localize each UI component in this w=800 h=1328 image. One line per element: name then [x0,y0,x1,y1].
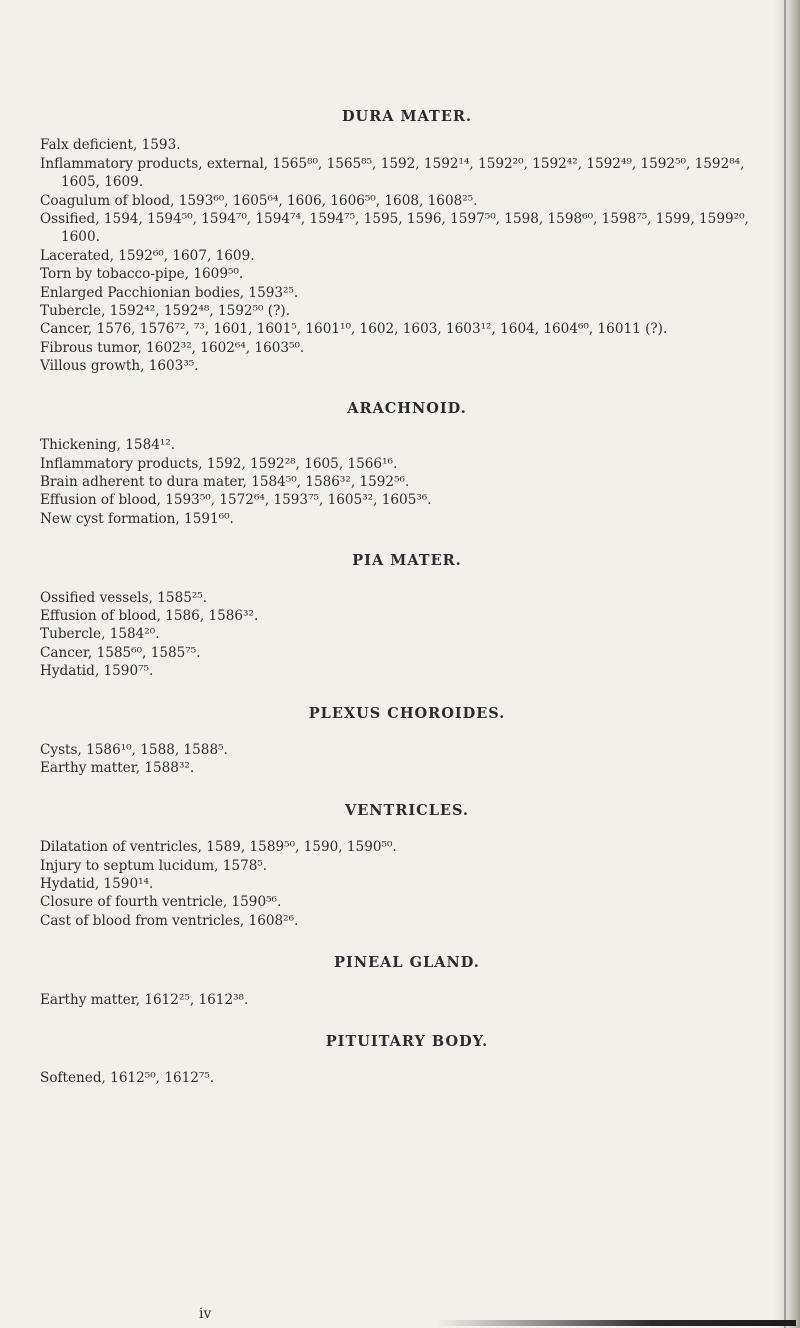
section-heading: PITUITARY BODY. [325,1033,489,1051]
page-edge-shadow [774,0,800,1328]
section-heading: PLEXUS CHOROIDES. [308,704,506,722]
index-entry: Brain adherent to dura mater, 1584⁵⁰, 1586³², 1592⁵⁶. [40,473,410,490]
index-entry: Tubercle, 1584²⁰. [40,626,160,643]
index-entry: Effusion of blood, 1586, 1586³². [40,607,259,624]
index-entry: Ossified, 1594, 1594⁵⁰, 1594⁷⁰, 1594⁷⁴, 1594⁷⁵, 1595, 1596, 1597⁵⁰, 1598, 1598⁶⁰, 1598⁷⁵, 1599, 1599²⁰, 1600. [40,211,749,246]
index-entry: Fibrous tumor, 1602³², 1602⁶⁴, 1603⁵⁰. [40,339,305,356]
index-entry: Hydatid, 1590⁷⁵. [40,663,154,680]
index-entry: Cancer, 1585⁶⁰, 1585⁷⁵. [40,644,201,661]
section-arachnoid [40,400,764,528]
index-entry: Falx deficient, 1593. [40,137,181,154]
index-entry: Dilatation of ventricles, 1589, 1589⁵⁰, 1590, 1590⁵⁰. [40,839,397,856]
index-entry: Cancer, 1576, 1576⁷², ⁷³, 1601, 1601⁵, 1601¹⁰, 1602, 1603, 1603¹², 1604, 1604⁶⁰, 16011 (?). [40,321,668,338]
section-heading: VENTRICLES. [345,801,469,819]
index-entry: Earthy matter, 1612²⁵, 1612³⁸. [40,991,249,1008]
index-entry: Villous growth, 1603³⁵. [40,358,199,375]
section-dura-mater [40,108,764,376]
page-number: iv [199,1306,212,1322]
section-plexus-choroides [40,705,764,778]
index-entry: Effusion of blood, 1593⁵⁰, 1572⁶⁴, 1593⁷⁵, 1605³², 1605³⁶. [40,492,432,509]
index-entry: Inflammatory products, 1592, 1592²⁸, 1605, 1566¹⁶. [40,455,398,472]
index-entry: Torn by tobacco-pipe, 1609⁵⁰. [40,266,244,283]
index-entry: Tubercle, 1592⁴², 1592⁴⁸, 1592⁵⁰ (?). [40,303,291,320]
section-pineal-gland [40,954,764,1009]
section-pituitary-body [40,1033,764,1088]
index-entry: Ossified vessels, 1585²⁵. [40,589,208,606]
index-entry: Cast of blood from ventricles, 1608²⁶. [40,912,299,929]
section-heading: DURA MATER. [341,108,473,125]
index-entry: Injury to septum lucidum, 1578⁵. [40,857,268,874]
index-entry: Cysts, 1586¹⁰, 1588, 1588⁵. [40,741,228,758]
index-entry: Coagulum of blood, 1593⁶⁰, 1605⁶⁴, 1606, 1606⁵⁰, 1608, 1608²⁵. [40,192,478,209]
index-entry: Inflammatory products, external, 1565⁸⁰, 1565⁸⁵, 1592, 1592¹⁴, 1592²⁰, 1592⁴², 1592⁴⁹, 1592⁵⁰, 1592⁸⁴, 1605, 1609. [40,155,745,191]
page-edge-line [784,0,786,1328]
index-entry: Hydatid, 1590¹⁴. [40,876,154,892]
index-content [40,108,764,1088]
index-entry: Enlarged Pacchionian bodies, 1593²⁵. [40,284,299,301]
index-entry: Earthy matter, 1588³². [40,760,195,777]
bottom-edge-bar [436,1320,796,1326]
section-ventricles [40,802,764,930]
section-heading: ARACHNOID. [347,399,467,417]
index-entry: New cyst formation, 1591⁶⁰. [40,510,234,527]
index-entry: Lacerated, 1592⁶⁰, 1607, 1609. [40,247,255,264]
section-heading: PIA MATER. [352,552,462,570]
index-entry: Thickening, 1584¹². [40,437,176,454]
index-entry: Softened, 1612⁵⁰, 1612⁷⁵. [40,1070,215,1087]
index-entry: Closure of fourth ventricle, 1590⁵⁶. [40,894,282,911]
section-pia-mater [40,552,764,680]
section-heading: PINEAL GLAND. [334,954,480,972]
